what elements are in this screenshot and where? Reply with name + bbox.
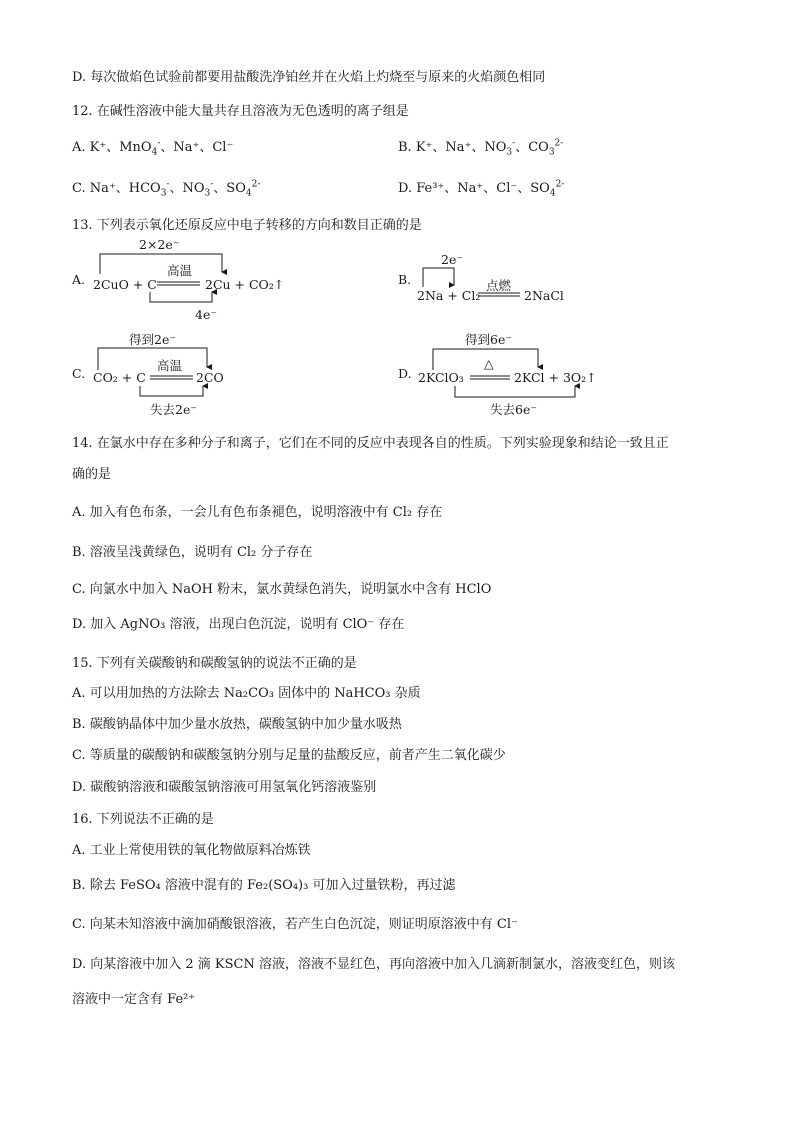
q13-c-bottom-label: 失去2e⁻ — [150, 402, 197, 417]
q13-c-rhs: 2CO — [196, 370, 224, 385]
q11-option-d: D. 每次做焰色试验前都要用盐酸洗净铂丝并在火焰上灼烧至与原来的火焰颜色相同 — [72, 70, 546, 85]
q14-option-b: B. 溶液呈浅黄绿色，说明有 Cl₂ 分子存在 — [72, 545, 313, 560]
q13-c-letter: C. — [72, 366, 86, 381]
q16-stem: 16. 下列说法不正确的是 — [72, 812, 214, 827]
q13-d-top-label: 得到6e⁻ — [465, 332, 512, 347]
q13-a-lhs: 2CuO + C — [93, 277, 157, 292]
q13-a-top-label: 2×2e⁻ — [139, 237, 180, 252]
q13-b-rhs: 2NaCl — [524, 288, 564, 303]
q14-option-c: C. 向氯水中加入 NaOH 粉末，氯水黄绿色消失，说明氯水中含有 HClO — [72, 582, 492, 597]
q14-option-a: A. 加入有色布条，一会儿有色布条褪色，说明溶液中有 Cl₂ 存在 — [72, 505, 443, 520]
q15-stem: 15. 下列有关碳酸钠和碳酸氢钠的说法不正确的是 — [72, 656, 357, 671]
q16-option-d-line1: D. 向某溶液中加入 2 滴 KSCN 溶液，溶液不显红色，再向溶液中加入几滴新制氯水，溶液变红色，则该 — [72, 957, 675, 972]
q13-d-condition: △ — [484, 356, 494, 371]
q13-b-condition: 点燃 — [486, 278, 512, 293]
q13-a-rhs: 2Cu + CO₂↑ — [205, 277, 285, 292]
q13-c-condition: 高温 — [157, 358, 183, 373]
q13-d-letter: D. — [398, 366, 412, 381]
q13-a-bottom-label: 4e⁻ — [195, 307, 217, 322]
q13-c-lhs: CO₂ + C — [93, 370, 146, 385]
q15-option-d: D. 碳酸钠溶液和碳酸氢钠溶液可用氢氧化钙溶液鉴别 — [72, 780, 377, 795]
q15-option-b: B. 碳酸钠晶体中加少量水放热，碳酸氢钠中加少量水吸热 — [72, 717, 402, 732]
q12-option-a: A. K⁺、MnO$_4$-、Na⁺、Cl⁻ — [72, 138, 234, 158]
q16-option-b: B. 除去 FeSO₄ 溶液中混有的 Fe₂(SO₄)₃ 可加入过量铁粉，再过滤 — [72, 878, 456, 893]
q15-option-c: C. 等质量的碳酸钠和碳酸氢钠分别与足量的盐酸反应，前者产生二氧化碳少 — [72, 748, 506, 763]
q12-option-b: B. K⁺、Na⁺、$NO_3^-$、$CO_3^{2-}$ — [398, 138, 564, 158]
q15-option-a: A. 可以用加热的方法除去 Na₂CO₃ 固体中的 NaHCO₃ 杂质 — [72, 686, 421, 701]
q13-b-top-label: 2e⁻ — [441, 252, 463, 267]
q12-option-c: C. Na⁺、$HCO_3^-$、$NO_3^-$、$SO_4^{2-}$ — [72, 179, 261, 199]
q12-stem: 12. 在碱性溶液中能大量共存且溶液为无色透明的离子组是 — [72, 104, 409, 119]
q13-stem: 13. 下列表示氧化还原反应中电子转移的方向和数目正确的是 — [72, 218, 422, 233]
q16-option-c: C. 向某未知溶液中滴加硝酸银溶液，若产生白色沉淀，则证明原溶液中有 Cl⁻ — [72, 917, 518, 932]
q14-option-d: D. 加入 AgNO₃ 溶液，出现白色沉淀，说明有 ClO⁻ 存在 — [72, 617, 405, 632]
q13-a-top-arrow — [100, 254, 222, 274]
q13-c-top-label: 得到2e⁻ — [129, 332, 176, 347]
q14-stem-line1: 14. 在氯水中存在多种分子和离子，它们在不同的反应中表现各自的性质。下列实验现象和结论一致且正 — [72, 436, 669, 451]
q12-option-d: D. Fe³⁺、Na⁺、Cl⁻、$SO_4^{2-}$ — [398, 179, 565, 199]
q13-d-lhs: 2KClO₃ — [418, 370, 464, 385]
q13-d-rhs: 2KCl + 3O₂↑ — [514, 370, 597, 385]
q16-option-d-line2: 溶液中一定含有 Fe²⁺ — [72, 992, 196, 1007]
q13-d-bottom-label: 失去6e⁻ — [490, 402, 537, 417]
q14-stem-line2: 确的是 — [72, 467, 112, 482]
q13-a-letter: A. — [72, 272, 86, 287]
q13-b-letter: B. — [398, 272, 412, 287]
q13-a-condition: 高温 — [167, 263, 193, 278]
q13-b-lhs: 2Na + Cl₂ — [417, 288, 481, 303]
q16-option-a: A. 工业上常使用铁的氧化物做原料冶炼铁 — [72, 843, 311, 858]
